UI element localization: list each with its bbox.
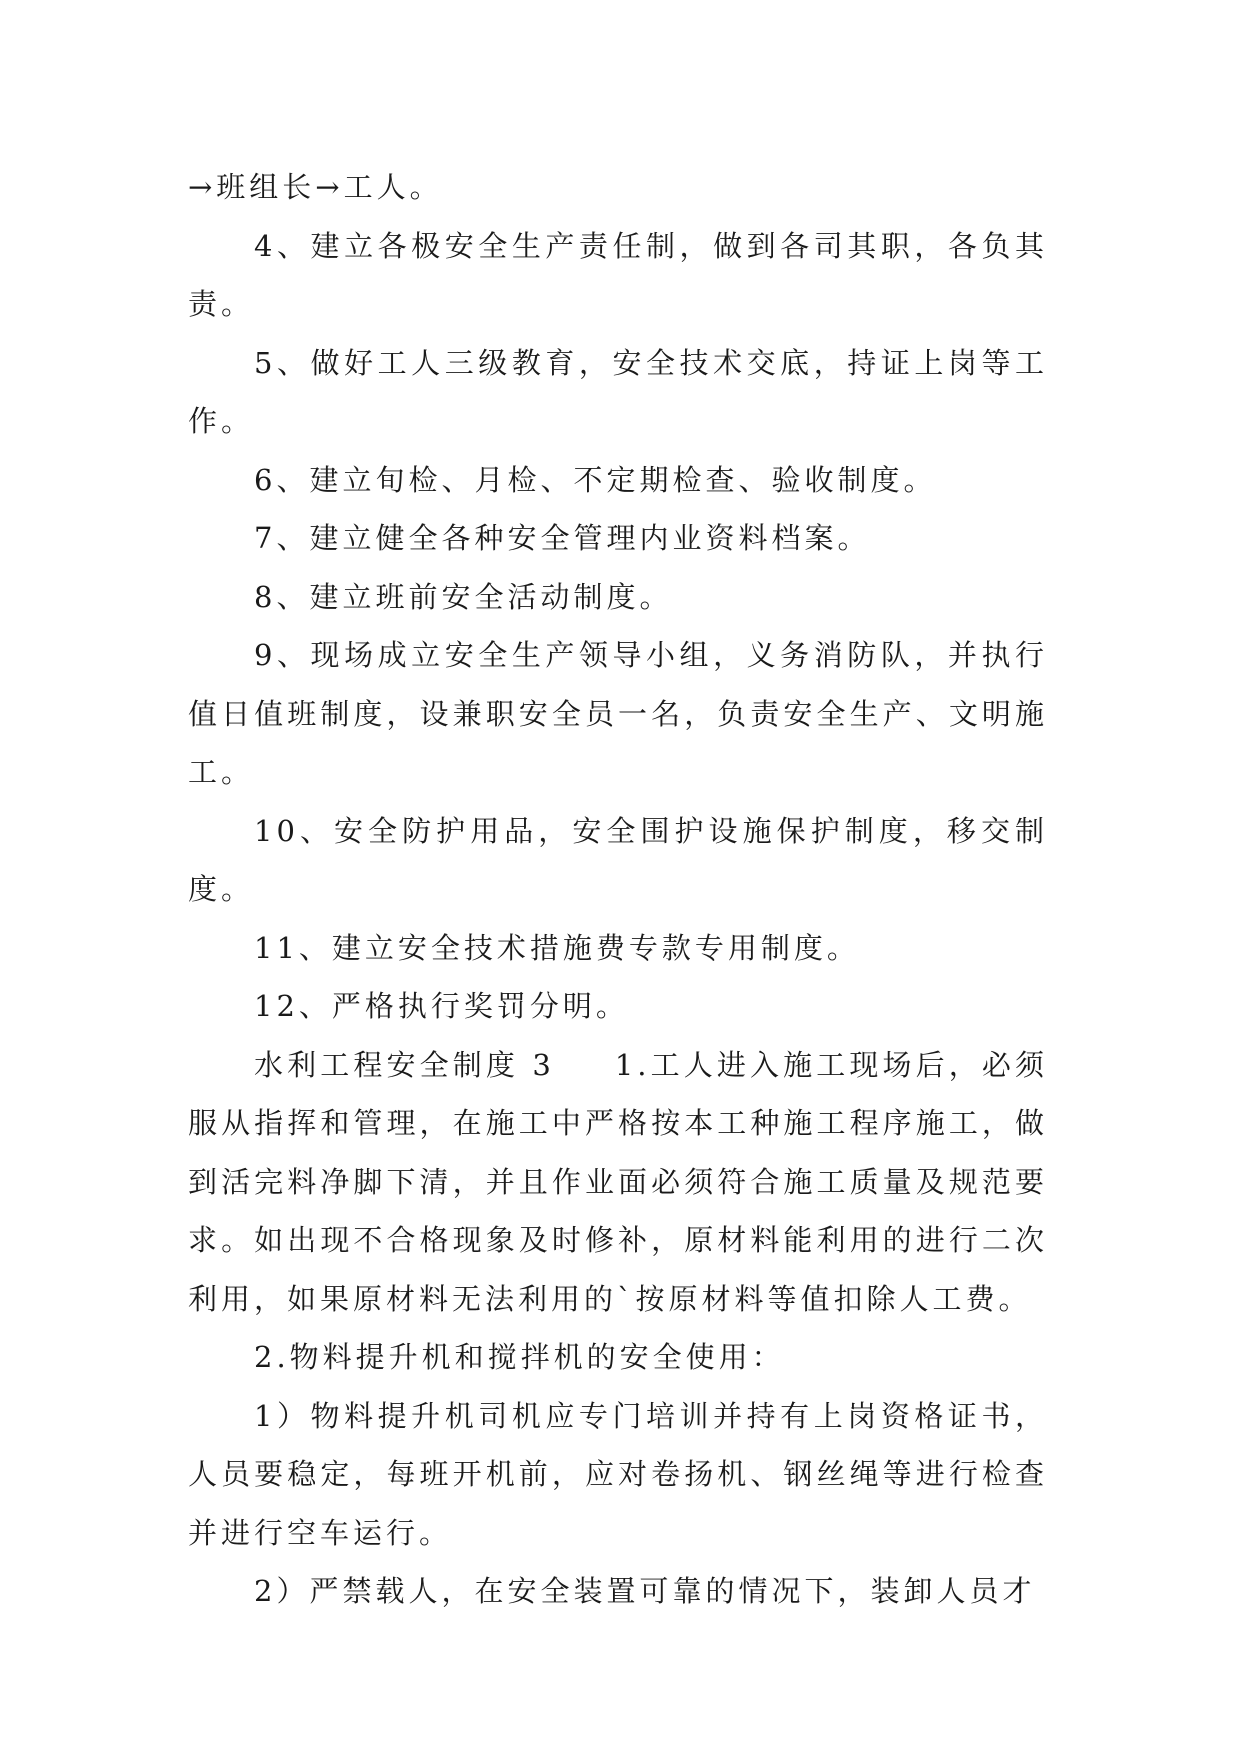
section-heading: 水利工程安全制度 3 (254, 1047, 555, 1082)
paragraph-no-passengers: 2）严禁载人，在安全装置可靠的情况下，装卸人员才 (254, 1574, 1036, 1608)
paragraph-continuation: →班组长→工人。 (188, 170, 443, 204)
paragraph-item-4: 4、建立各极安全生产责任制，做到各司其职，各负其责。 (188, 228, 1048, 321)
paragraph-item-8: 8、建立班前安全活动制度。 (254, 579, 673, 614)
paragraph-item-9: 9、现场成立安全生产领导小组，义务消防队，并执行值日值班制度，设兼职安全员一名，负责安全生产、文明施工。 (188, 638, 1048, 789)
paragraph-item-6: 6、建立旬检、月检、不定期检查、验收制度。 (254, 462, 937, 497)
paragraph-item-7: 7、建立健全各种安全管理内业资料档案。 (254, 521, 871, 555)
paragraph-hoist-mixer: 2.物料提升机和搅拌机的安全使用： (254, 1340, 785, 1374)
paragraph-item-12: 12、严格执行奖罚分明。 (254, 989, 629, 1023)
paragraph-hoist-operator: 1）物料提升机司机应专门培训并持有上岗资格证书，人员要稳定，每班开机前，应对卷扬机、钢丝绳等进行检查并进行空车运行。 (188, 1398, 1048, 1550)
section-body: 1.工人进入施工现场后，必须服从指挥和管理，在施工中严格按本工种施工程序施工，做到活完料净脚下清，并且作业面必须符合施工质量及规范要求。如出现不合格现象及时修补，原材料能利用的进行二次利用，如果原材料无法利用的`按原材料等值扣除人工费。 (188, 1047, 1048, 1316)
paragraph-item-5: 5、做好工人三级教育，安全技术交底，持证上岗等工作。 (188, 345, 1048, 438)
paragraph-item-10: 10、安全防护用品，安全围护设施保护制度，移交制度。 (188, 813, 1048, 906)
section-paragraph (188, 1036, 1048, 1329)
document-page (188, 158, 1048, 1621)
paragraph-item-11: 11、建立安全技术措施费专款专用制度。 (254, 930, 860, 965)
